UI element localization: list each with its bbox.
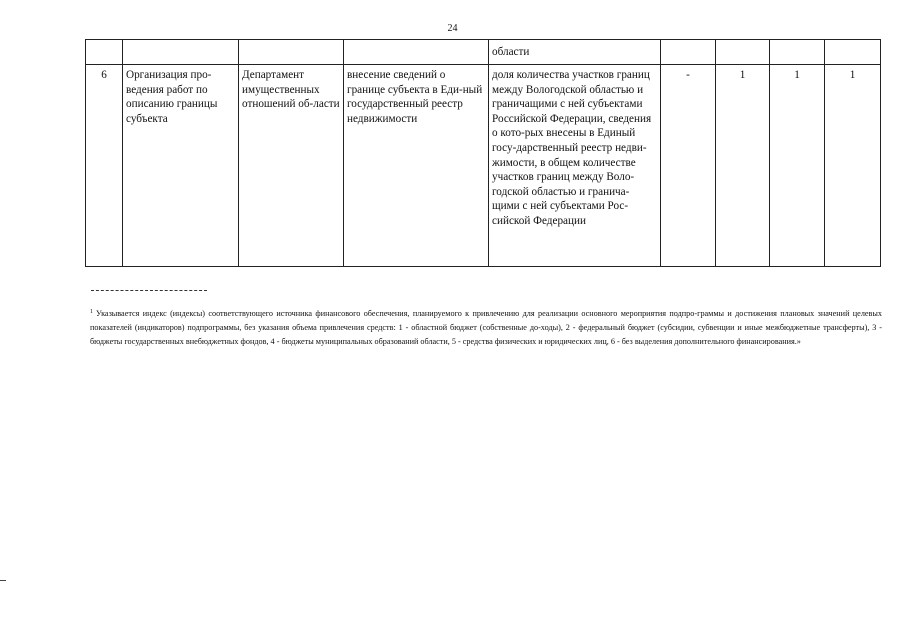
value-cell-2: 1	[716, 65, 770, 267]
footnote-separator	[91, 290, 207, 291]
indicator-cell: доля количества участков границ между Вологодской областью и граничащими с ней субъектами Российской Федерации, сведения о кото-рых внесены в Единый госу-дарственный реестр недви-жимости, в общем количестве участков границ между Воло-годской областью и гранича-щими с ней субъектами Рос-сийской Федерации	[489, 65, 661, 267]
program-table	[85, 39, 881, 267]
footnote-marker: 1	[90, 309, 93, 315]
table-cell	[825, 40, 881, 65]
indicator-tail-cell: области	[489, 40, 661, 65]
table-row	[86, 65, 881, 267]
table-cell	[716, 40, 770, 65]
event-cell: Организация про-ведения работ по описанию границы субъекта	[123, 65, 239, 267]
row-index-cell: 6	[86, 65, 123, 267]
margin-mark	[0, 580, 6, 581]
table-cell	[86, 40, 123, 65]
value-cell-4: 1	[825, 65, 881, 267]
executor-cell: Департамент имущественных отношений об-ласти	[239, 65, 344, 267]
table-cell	[239, 40, 344, 65]
table-cell	[661, 40, 716, 65]
value-cell-1: -	[661, 65, 716, 267]
table-cell	[123, 40, 239, 65]
footnote	[90, 305, 882, 349]
value-cell-3: 1	[770, 65, 825, 267]
result-cell: внесение сведений о границе субъекта в Еди-ный государственный реестр недвижимости	[344, 65, 489, 267]
table-row-continuation	[86, 40, 881, 65]
page-number: 24	[447, 23, 458, 34]
table-cell	[770, 40, 825, 65]
footnote-text: Указывается индекс (индексы) соответствующего источника финансового обеспечения, планируемого к привлечению для реализации основного мероприятия подпро-граммы и достижения плановых значений целевых показателей (индикаторов) подпрограммы, без указания объема привлечения средств: 1 - областной бюджет (собственные до-ходы), 2 - федеральный бюджет (субсидии, субвенции и иные межбюджетные трансферты), 3 - бюджеты государственных внебюджетных фондов, 4 - бюджеты муниципальных образований области, 5 - средства физических и юридических лиц, 6 - без выделения дополнительного финансирования.»	[90, 309, 882, 346]
table-cell	[344, 40, 489, 65]
